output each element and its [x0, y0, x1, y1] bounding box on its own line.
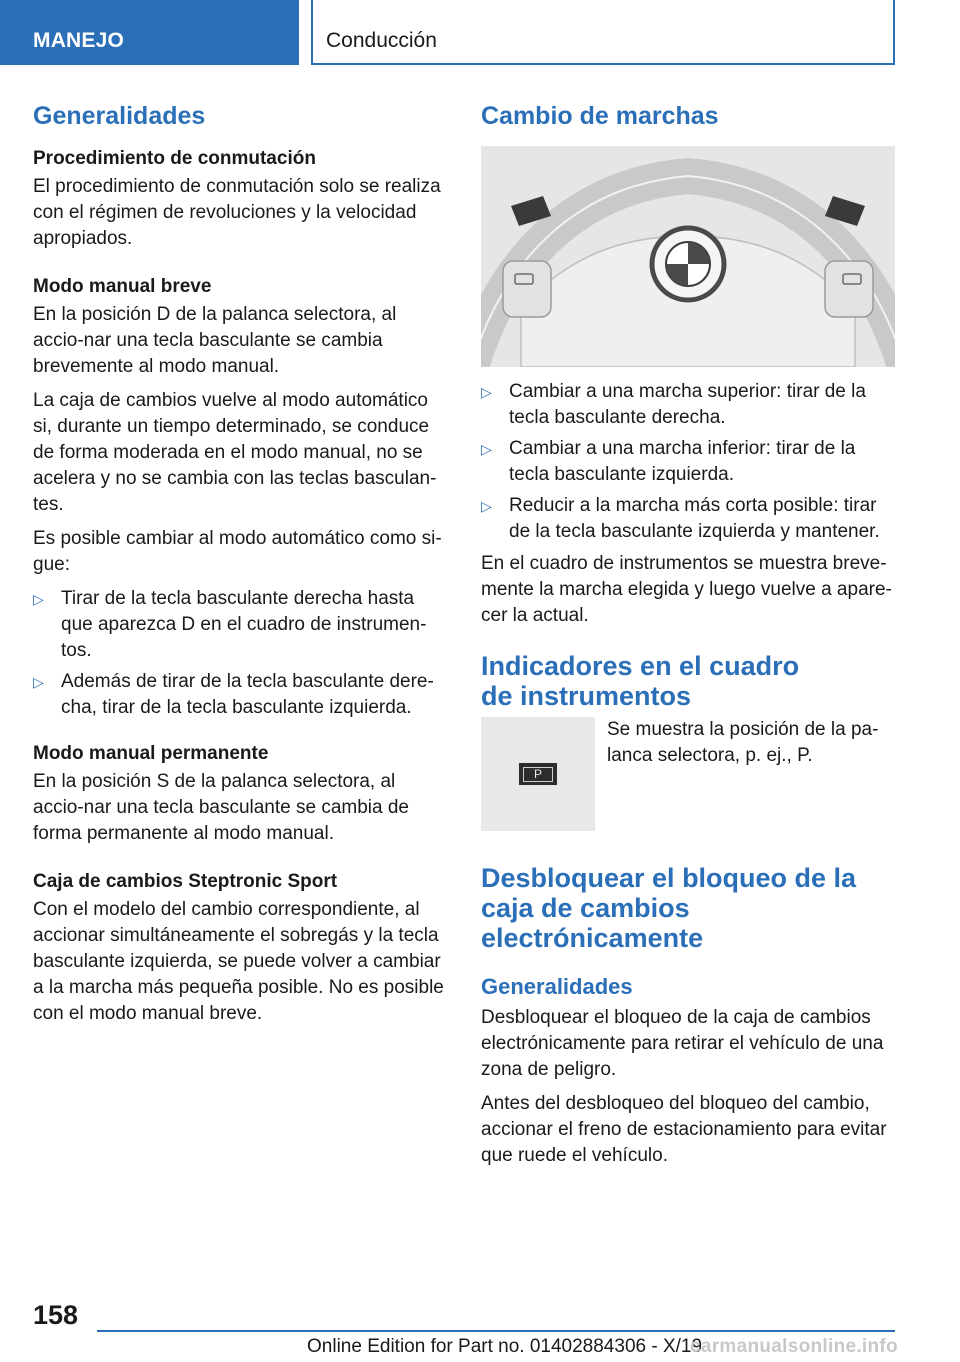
gear-list: [481, 379, 895, 545]
watermark: carmanualsonline.info: [690, 1336, 898, 1357]
gear-indicator-label: P: [523, 767, 553, 782]
paragraph-unlock-1: Desbloquear el bloqueo de la caja de cambios electrónicamente para retirar el vehículo de una zona de peligro.: [481, 1007, 884, 1080]
triangle-bullet-icon: ▷: [481, 498, 492, 514]
section-title-indicadores: Indicadores en el cuadro de instrumentos: [481, 651, 800, 711]
paragraph-gear-display: En el cuadro de instrumentos se muestra breve-mente la marcha elegida y luego vuelve a apare-cer la actual.: [481, 553, 892, 626]
section-tab: [0, 0, 299, 65]
list-item: ▷ Cambiar a una marcha superior: tirar de la tecla basculante derecha.: [481, 381, 866, 428]
section-title-cambio: Cambio de marchas: [481, 102, 719, 130]
list-item: ▷ Cambiar a una marcha inferior: tirar de la tecla basculante izquierda.: [481, 438, 856, 485]
section-title-generalidades: Generalidades: [33, 102, 206, 130]
triangle-bullet-icon: ▷: [33, 591, 44, 607]
list-item: ▷ Tirar de la tecla basculante derecha hasta que aparezca D en el cuadro de instrumen-tos.: [33, 588, 427, 661]
steering-wheel-illustration: [481, 146, 895, 367]
triangle-bullet-icon: ▷: [481, 441, 492, 457]
right-column: [481, 100, 895, 1177]
heading-modo-manual-breve: Modo manual breve: [33, 276, 212, 297]
paragraph-steptronic-sport: Con el modelo del cambio correspondiente, al accionar simultáneamente el sobregás y la tecla basculante izquierda, se puede volver a cambiar a la marcha más pequeña posible. No es posible con el modo manual breve.: [33, 899, 444, 1024]
indicator-row: [481, 717, 895, 831]
heading-procedimiento: Procedimiento de conmutación: [33, 148, 316, 169]
list-item: ▷ Reducir a la marcha más corta posible: tirar de la tecla basculante izquierda y mantener.: [481, 495, 880, 542]
page-number: 158: [33, 1300, 79, 1330]
chapter-tab: [311, 0, 895, 65]
list-item: ▷ Además de tirar de la tecla basculante dere-cha, tirar de la tecla basculante izquierda.: [33, 671, 434, 718]
paragraph-indicador: Se muestra la posición de la pa-lanca selectora, p. ej., P.: [607, 719, 879, 766]
paragraph-manual-1: En la posición D de la palanca selectora, al accio-nar una tecla basculante se cambia brevemente al modo manual.: [33, 304, 397, 377]
paragraph-manual-2: La caja de cambios vuelve al modo automático si, durante un tiempo determinado, se conduce de forma moderada en el modo manual, no se acelera y no se cambia con las teclas basculan-tes.: [33, 390, 437, 515]
paragraph-permanente: En la posición S de la palanca selectora, al accio-nar una tecla basculante se cambia de forma permanente al modo manual.: [33, 771, 410, 844]
footer-edition: Online Edition for Part no. 01402884306 - X/19: [307, 1336, 703, 1357]
paragraph-unlock-2: Antes del desbloqueo del bloqueo del cambio, accionar el freno de estacionamiento para evitar que ruede el vehículo.: [481, 1093, 887, 1166]
subtitle-generalidades: Generalidades: [481, 974, 633, 999]
triangle-bullet-icon: ▷: [481, 384, 492, 400]
gear-indicator-box: [519, 763, 557, 785]
paragraph-manual-3: Es posible cambiar al modo automático como si-gue:: [33, 528, 442, 575]
section-title-desbloquear: Desbloquear el bloqueo de la caja de cambios electrónicamente: [481, 863, 857, 953]
heading-modo-manual-permanente: Modo manual permanente: [33, 743, 269, 764]
footer-divider: [97, 1330, 895, 1332]
heading-steptronic-sport: Caja de cambios Steptronic Sport: [33, 871, 338, 892]
triangle-bullet-icon: ▷: [33, 674, 44, 690]
paragraph-procedimiento: El procedimiento de conmutación solo se realiza con el régimen de revoluciones y la velocidad apropiados.: [33, 176, 441, 249]
left-column: [33, 100, 447, 1035]
instrument-cluster-image: [481, 717, 595, 831]
manual-list: [33, 586, 447, 721]
chapter-label: Conducción: [326, 29, 437, 52]
section-label: MANEJO: [33, 29, 125, 52]
page-header: [0, 0, 960, 66]
